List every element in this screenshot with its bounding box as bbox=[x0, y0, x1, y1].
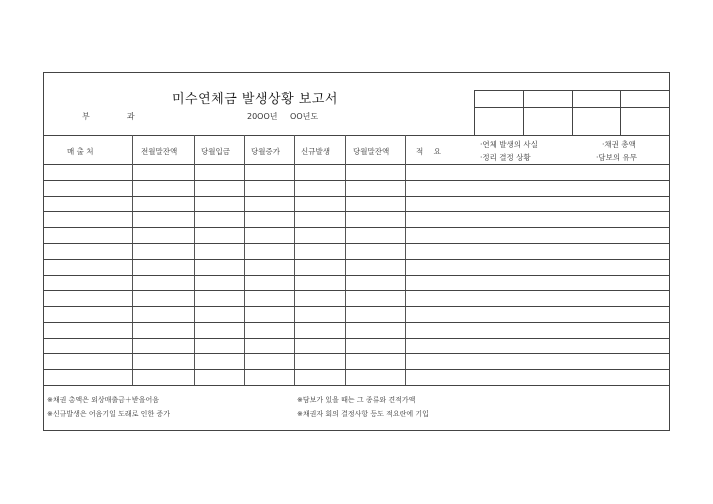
table-row bbox=[43, 180, 670, 181]
col-header-deposit: 당월입금 bbox=[201, 147, 230, 156]
header-bottom-border bbox=[43, 164, 670, 165]
note-right-2: ※채권자 회의 결정사항 등도 적요란에 기입 bbox=[297, 410, 429, 418]
table-row bbox=[43, 211, 670, 212]
table-row bbox=[43, 385, 670, 386]
table-row bbox=[43, 259, 670, 260]
table-row bbox=[43, 353, 670, 354]
col-divider bbox=[345, 135, 346, 385]
approval-box bbox=[474, 90, 670, 136]
col-divider bbox=[294, 135, 295, 385]
table-row bbox=[43, 275, 670, 276]
approval-cell[interactable] bbox=[523, 91, 572, 108]
remark-hint-overdue: ·연체 발생의 사실 bbox=[480, 140, 538, 149]
remark-hint-resolution: ·정리 결정 상황 bbox=[480, 153, 531, 162]
approval-cell[interactable] bbox=[621, 91, 670, 108]
table-row bbox=[43, 338, 670, 339]
note-left-2: ※신규발생은 어음기일 도래로 인한 증가 bbox=[47, 410, 170, 418]
table-top-border bbox=[43, 135, 670, 136]
table-row bbox=[43, 227, 670, 228]
year-label: 20OO년 OO년도 bbox=[247, 112, 319, 121]
col-header-increase: 당월증가 bbox=[251, 147, 280, 156]
col-divider bbox=[194, 135, 195, 385]
remark-hint-total: ·채권 총액 bbox=[602, 140, 636, 149]
table-row bbox=[43, 290, 670, 291]
table-row bbox=[43, 306, 670, 307]
col-header-new: 신규발생 bbox=[301, 147, 330, 156]
approval-cell[interactable] bbox=[475, 108, 524, 136]
table-row bbox=[43, 243, 670, 244]
approval-cell[interactable] bbox=[523, 108, 572, 136]
col-divider bbox=[244, 135, 245, 385]
report-title: 미수연체금 발생상황 보고서 bbox=[172, 92, 338, 107]
approval-cell[interactable] bbox=[572, 91, 621, 108]
approval-cell[interactable] bbox=[621, 108, 670, 136]
table-row bbox=[43, 196, 670, 197]
col-header-end-balance: 당월말잔액 bbox=[353, 147, 390, 156]
table-row bbox=[43, 322, 670, 323]
department-label bbox=[82, 111, 135, 122]
table-row bbox=[43, 369, 670, 370]
col-divider bbox=[132, 135, 133, 385]
note-left-1: ※채권 총액은 외상매출금＋받을어음 bbox=[47, 396, 159, 404]
note-right-1: ※담보가 있을 때는 그 종류와 견적가액 bbox=[297, 396, 416, 404]
approval-cell[interactable] bbox=[572, 108, 621, 136]
dept-label-bu: 부 bbox=[82, 112, 90, 121]
col-header-prev-balance: 전월말잔액 bbox=[141, 147, 178, 156]
remark-hint-collateral: ·담보의 유무 bbox=[596, 153, 637, 162]
approval-cell[interactable] bbox=[475, 91, 524, 108]
dept-label-gwa: 과 bbox=[126, 112, 135, 121]
col-header-customer: 매 출 처 bbox=[67, 147, 94, 156]
col-header-remarks: 적 요 bbox=[416, 147, 441, 156]
col-divider bbox=[405, 135, 406, 385]
